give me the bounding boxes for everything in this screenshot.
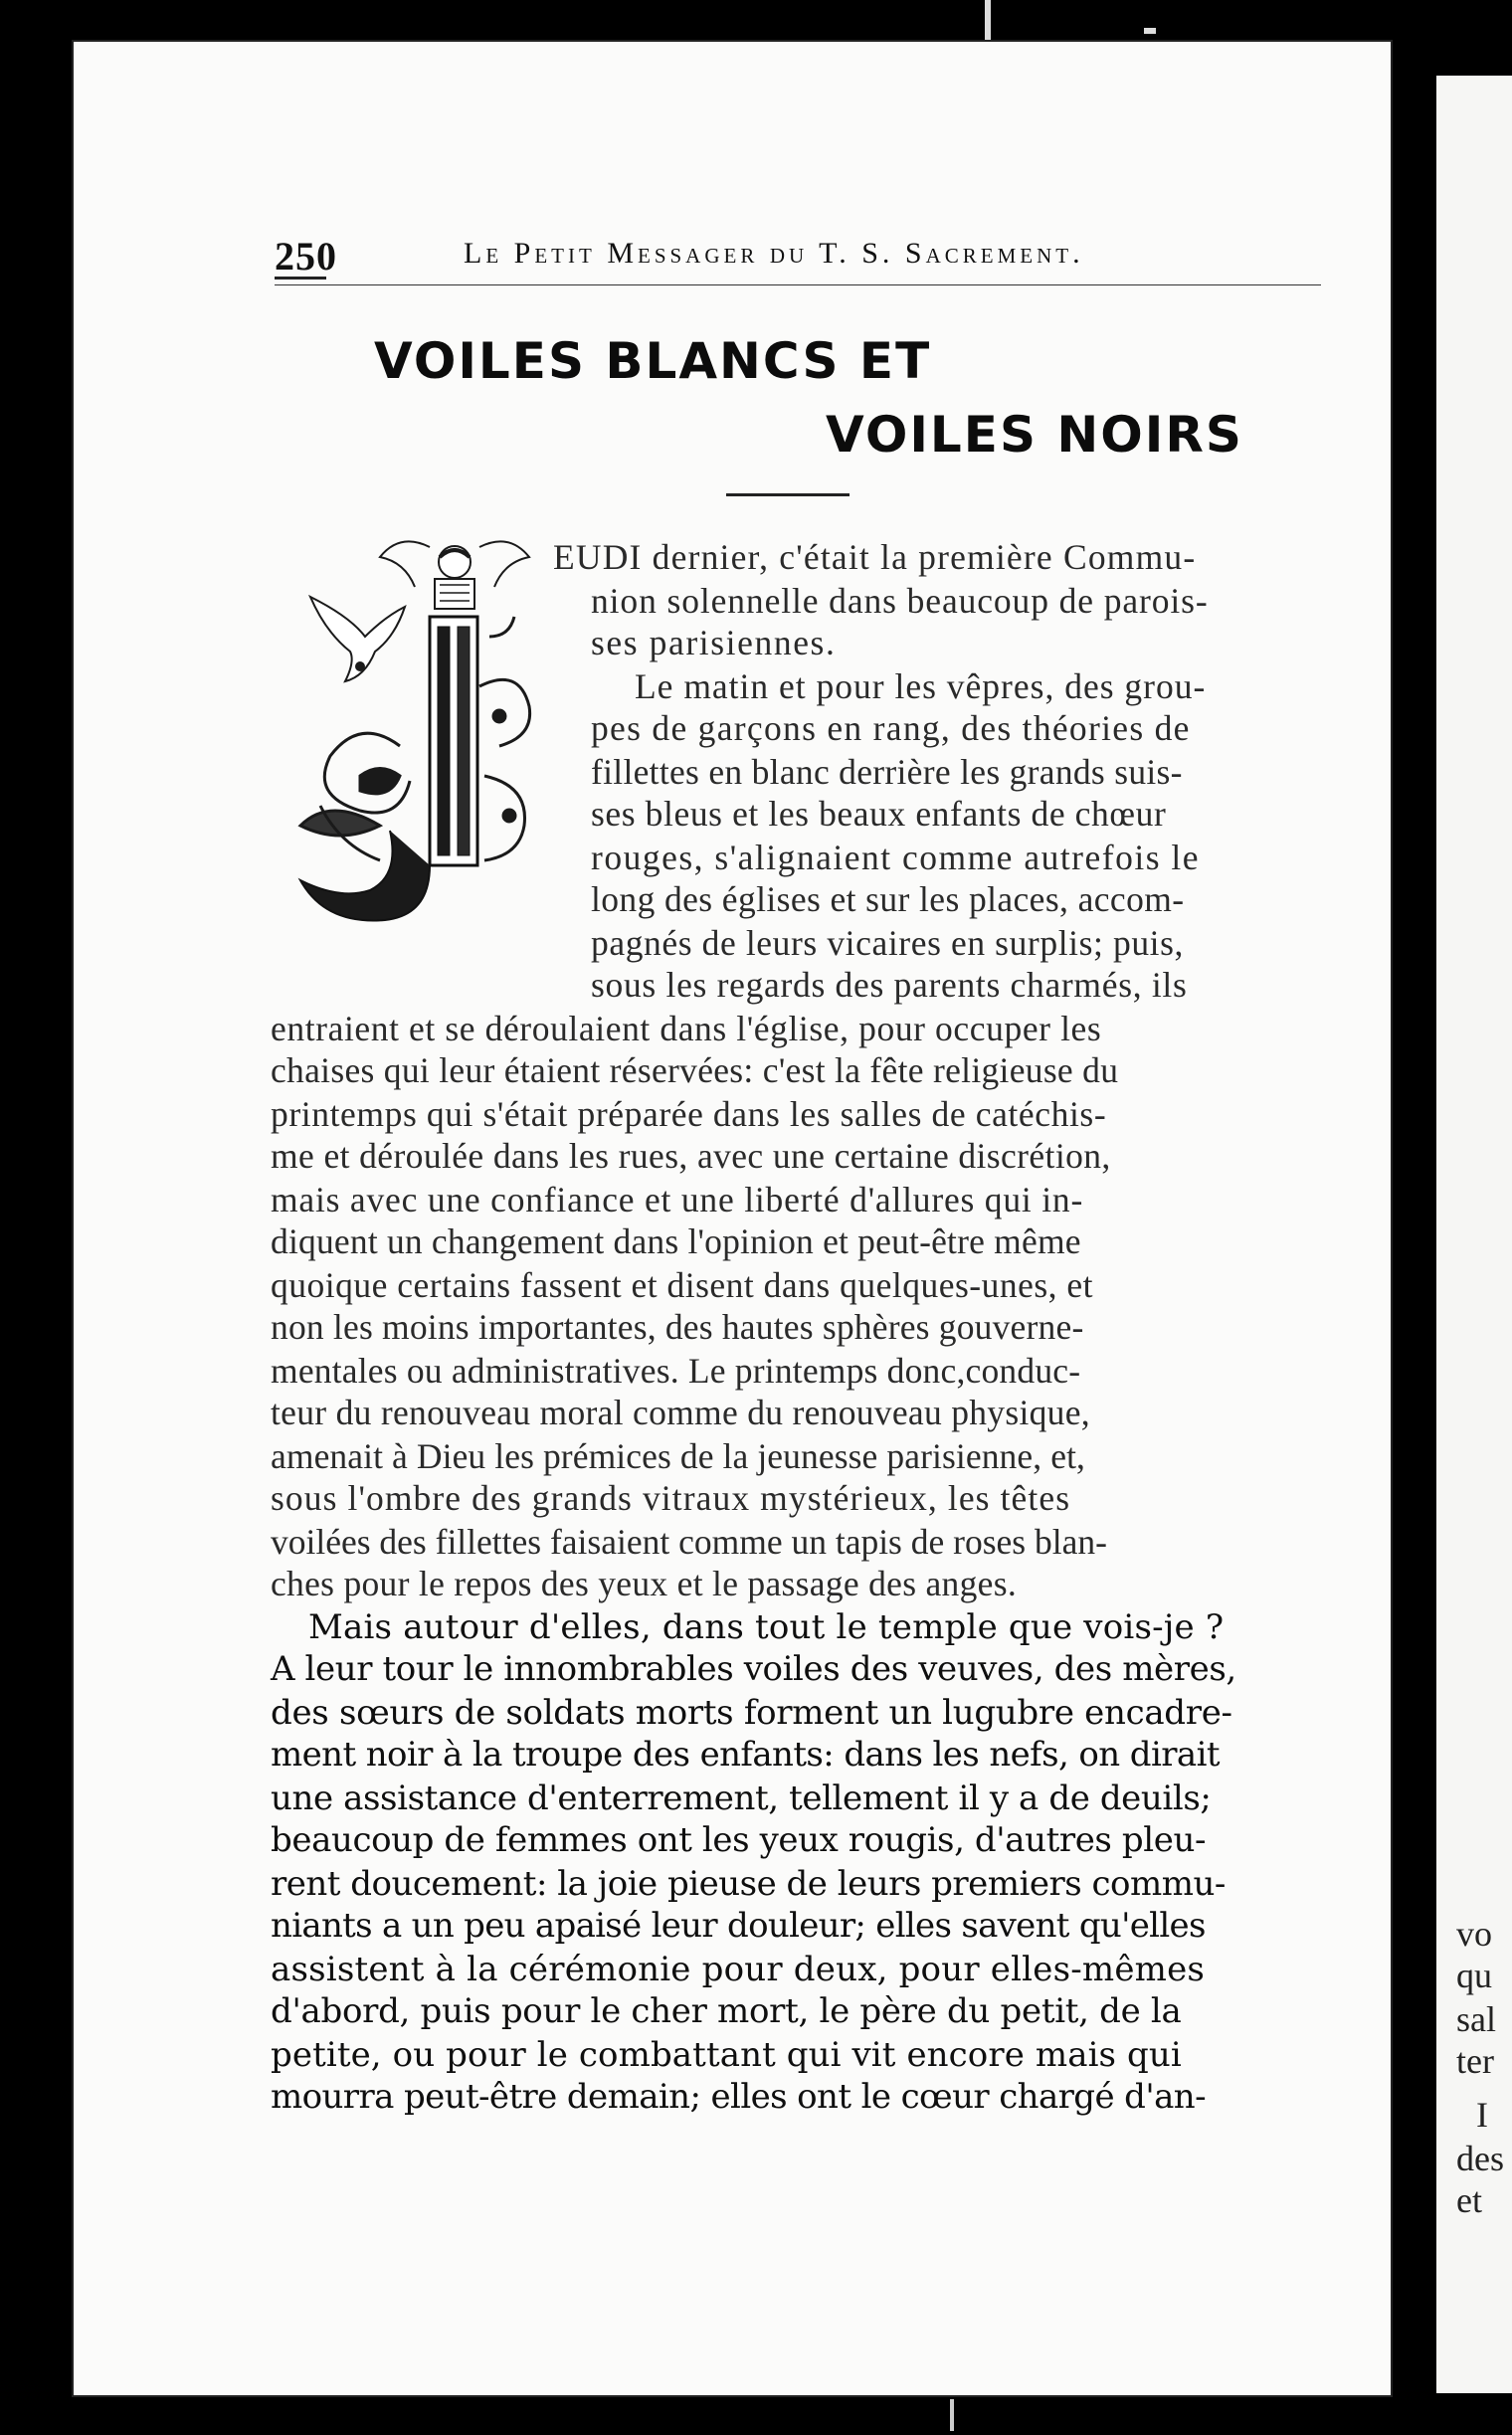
facing-page-fragment: ter xyxy=(1456,2041,1494,2081)
scan-speck xyxy=(950,2399,954,2431)
text-line: beaucoup de femmes ont les yeux rougis, d'autres pleu- xyxy=(271,1820,1207,1860)
text-line: non les moins importantes, des hautes sphères gouverne- xyxy=(271,1307,1084,1347)
running-header xyxy=(275,225,1321,285)
text-line: chaises qui leur étaient réservées: c'est la fête religieuse du xyxy=(271,1050,1119,1090)
title-divider xyxy=(726,493,850,496)
text-line: assistent à la cérémonie pour deux, pour elles-mêmes xyxy=(271,1950,1206,1989)
text-line: mais avec une confiance et une liberté d'allures qui in- xyxy=(271,1180,1084,1219)
dove-illustration xyxy=(310,597,405,681)
ornamental-dropcap-j xyxy=(281,527,539,935)
text-line: nion solennelle dans beaucoup de parois- xyxy=(591,581,1209,621)
text-line: mourra peut-être demain; elles ont le cœur chargé d'an- xyxy=(271,2077,1206,2117)
text-line: rent doucement: la joie pieuse de leurs premiers commu- xyxy=(271,1864,1226,1904)
text-line: Le matin et pour les vêpres, des grou- xyxy=(635,666,1207,706)
page-number-rule xyxy=(275,277,326,280)
text-line: me et déroulée dans les rues, avec une certaine discrétion, xyxy=(271,1136,1111,1176)
angel-illustration xyxy=(380,541,529,609)
text-line: EUDI dernier, c'était la première Commu- xyxy=(553,537,1197,577)
facing-page-edge xyxy=(1436,76,1512,2393)
facing-page-fragment: I xyxy=(1476,2095,1488,2135)
text-line: ches pour le repos des yeux et le passage des anges. xyxy=(271,1564,1018,1603)
facing-page-fragment: sal xyxy=(1456,1999,1496,2039)
text-line: A leur tour le innombrables voiles des veuves, des mères, xyxy=(271,1649,1236,1689)
text-line: long des églises et sur les places, accom- xyxy=(591,879,1185,919)
text-line: ses parisiennes. xyxy=(591,623,837,662)
text-line: rouges, s'alignaient comme autrefois le xyxy=(591,838,1201,877)
text-line: sous les regards des parents charmés, ils xyxy=(591,965,1188,1005)
text-line: quoique certains fassent et disent dans quelques-unes, et xyxy=(271,1265,1094,1305)
text-line: amenait à Dieu les prémices de la jeunesse parisienne, et, xyxy=(271,1436,1086,1476)
running-title: Le Petit Messager du T. S. Sacrement. xyxy=(464,237,1084,270)
article-title-line-2: VOILES NOIRS xyxy=(826,406,1243,464)
facing-page-fragment: qu xyxy=(1456,1956,1492,1995)
text-line: printemps qui s'était préparée dans les salles de catéchis- xyxy=(271,1094,1107,1134)
text-line: sous l'ombre des grands vitraux mystérieux, les têtes xyxy=(271,1478,1071,1518)
article-title-line-1: VOILES BLANCS ET xyxy=(374,332,932,390)
text-line: des sœurs de soldats morts forment un lugubre encadre- xyxy=(271,1693,1232,1733)
text-line: diquent un changement dans l'opinion et peut-être même xyxy=(271,1221,1081,1261)
text-line: ses bleus et les beaux enfants de chœur xyxy=(591,794,1167,834)
facing-page-fragment: et xyxy=(1456,2180,1482,2220)
text-line: pagnés de leurs vicaires en surplis; puis, xyxy=(591,923,1185,963)
text-line: d'abord, puis pour le cher mort, le père du petit, de la xyxy=(271,1991,1182,2031)
facing-page-fragment: vo xyxy=(1456,1914,1492,1954)
text-line: petite, ou pour le combattant qui vit encore mais qui xyxy=(271,2035,1182,2075)
text-line: pes de garçons en rang, des théories de xyxy=(591,708,1191,748)
scan-speck xyxy=(1144,28,1156,34)
text-line: niants a un peu apaisé leur douleur; elles savent qu'elles xyxy=(271,1906,1206,1946)
page-number: 250 xyxy=(275,234,337,279)
text-line: voilées des fillettes faisaient comme un tapis de roses blan- xyxy=(271,1522,1107,1562)
facing-page-fragment: des xyxy=(1456,2139,1504,2178)
text-line: Mais autour d'elles, dans tout le temple que vois-je ? xyxy=(308,1607,1225,1647)
text-line: mentales ou administratives. Le printemps donc,conduc- xyxy=(271,1351,1081,1391)
text-line: entraient et se déroulaient dans l'église, pour occuper les xyxy=(271,1009,1102,1048)
text-line: teur du renouveau moral comme du renouveau physique, xyxy=(271,1393,1090,1432)
foliage-ornament xyxy=(300,617,530,860)
text-line: fillettes en blanc derrière les grands suis- xyxy=(591,752,1183,792)
text-line: une assistance d'enterrement, tellement il y a de deuils; xyxy=(271,1779,1212,1818)
text-line: ment noir à la troupe des enfants: dans les nefs, on dirait xyxy=(271,1735,1220,1775)
